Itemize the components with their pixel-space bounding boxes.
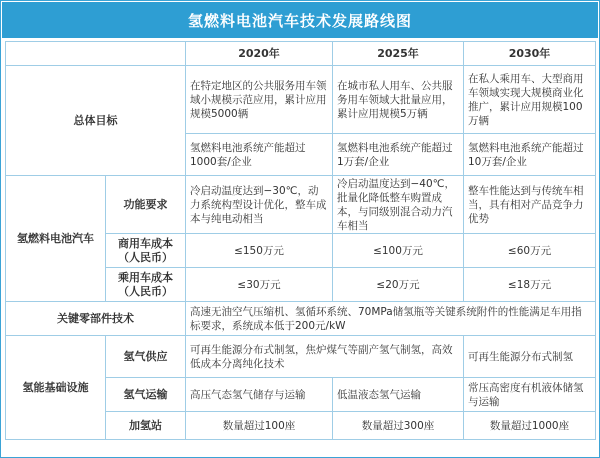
key-parts-value: 高速无油空气压缩机、氢循环系统、70MPa储氢瓶等关键系统附件的性能满足车用指标要求，系统成本低于200元/kW (186, 302, 596, 336)
year-header-row (6, 42, 596, 66)
overall-goal-label: 总体目标 (6, 66, 186, 176)
goal-2025: 在城市私人用车、公共服务用车领域大批量应用，累计应用规模5万辆 (333, 66, 464, 134)
key-parts-row (6, 302, 596, 336)
overall-goal-row (6, 66, 596, 134)
passenger-cost-2020: ≤30万元 (186, 268, 333, 302)
stations-2020: 数量超过100座 (186, 412, 333, 440)
stations-2030: 数量超过1000座 (464, 412, 596, 440)
goal-2030: 在私人乘用车、大型商用车领域实现大规模商业化推广，累计应用规模100万辆 (464, 66, 596, 134)
hydrogen-supply-row (6, 336, 596, 378)
vehicle-category-label: 氢燃料电池汽车 (6, 176, 106, 302)
passenger-cost-2030: ≤18万元 (464, 268, 596, 302)
capacity-2030: 氢燃料电池系统产能超过10万套/企业 (464, 134, 596, 176)
key-parts-label: 关键零部件技术 (6, 302, 186, 336)
hydrogen-supply-2030: 可再生能源分布式制氢 (464, 336, 596, 378)
year-2020-header: 2020年 (186, 42, 333, 66)
header-blank (6, 42, 186, 66)
transport-2025: 低温液态氢气运输 (333, 378, 464, 412)
commercial-cost-label: 商用车成本（人民币） (106, 234, 186, 268)
function-2030: 整车性能达到与传统车相当，具有相对产品竞争力优势 (464, 176, 596, 234)
function-2025: 冷启动温度达到−40℃，批量化降低整车购置成本，与同级别混合动力汽车相当 (333, 176, 464, 234)
page-title: 氢燃料电池汽车技术发展路线图 (2, 2, 598, 38)
function-label: 功能要求 (106, 176, 186, 234)
roadmap-table (5, 41, 596, 440)
infra-category-label: 氢能基础设施 (6, 336, 106, 440)
hydrogen-transport-label: 氢气运输 (106, 378, 186, 412)
function-2020: 冷启动温度达到−30℃，动力系统构型设计优化，整车成本与纯电动相当 (186, 176, 333, 234)
commercial-cost-2020: ≤150万元 (186, 234, 333, 268)
transport-2030: 常压高密度有机液体储氢与运输 (464, 378, 596, 412)
capacity-2025: 氢燃料电池系统产能超过1万套/企业 (333, 134, 464, 176)
passenger-cost-2025: ≤20万元 (333, 268, 464, 302)
hydrogen-supply-2020-2025: 可再生能源分布式制氢，焦炉煤气等副产氢气制氢，高效低成本分离纯化技术 (186, 336, 464, 378)
capacity-2020: 氢燃料电池系统产能超过1000套/企业 (186, 134, 333, 176)
commercial-cost-2025: ≤100万元 (333, 234, 464, 268)
function-row (6, 176, 596, 234)
year-2025-header: 2025年 (333, 42, 464, 66)
year-2030-header: 2030年 (464, 42, 596, 66)
hydrogen-station-label: 加氢站 (106, 412, 186, 440)
hydrogen-supply-label: 氢气供应 (106, 336, 186, 378)
transport-2020: 高压气态氢气储存与运输 (186, 378, 333, 412)
goal-2020: 在特定地区的公共服务用车领域小规模示范应用，累计应用规模5000辆 (186, 66, 333, 134)
passenger-cost-label: 乘用车成本（人民币） (106, 268, 186, 302)
stations-2025: 数量超过300座 (333, 412, 464, 440)
commercial-cost-2030: ≤60万元 (464, 234, 596, 268)
